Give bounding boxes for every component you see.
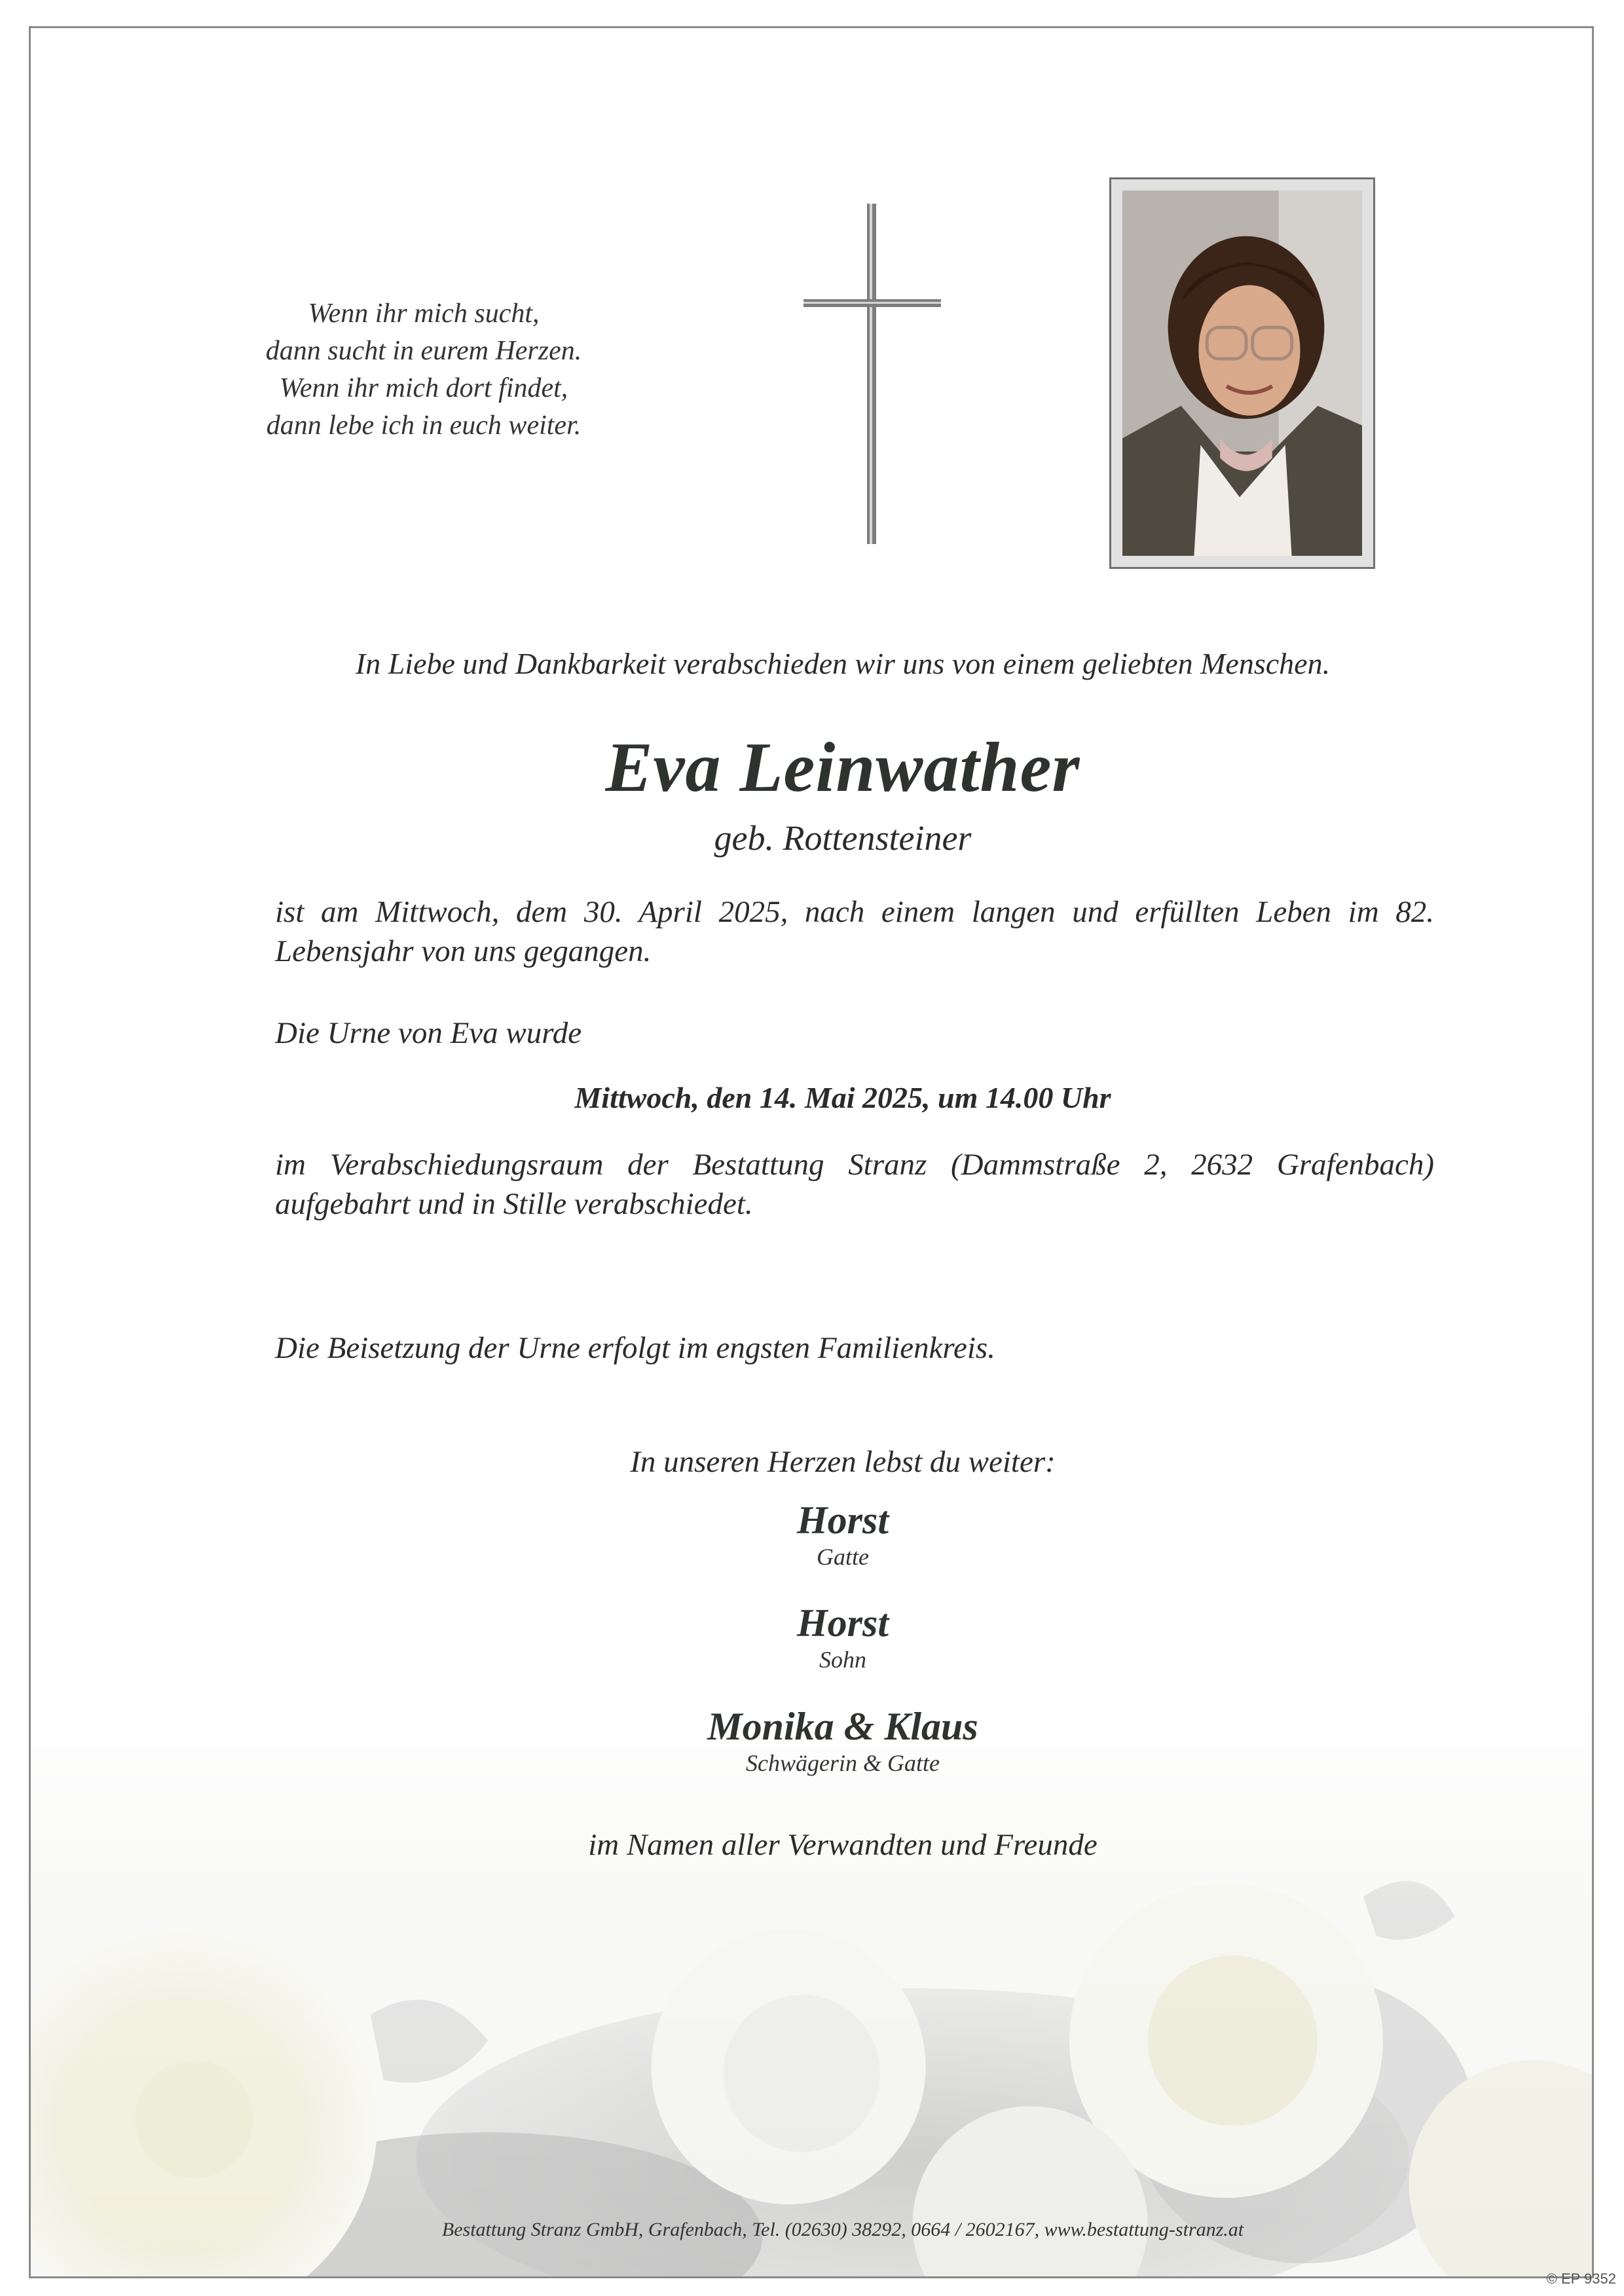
death-announcement: ist am Mittwoch, dem 30. April 2025, nach einem langen und erfüllten Leben im 82. Lebensjahr von uns gegangen. (275, 895, 1434, 968)
obituary-card (29, 26, 1594, 2278)
farewell-datetime: Mittwoch, den 14. Mai 2025, um 14.00 Uhr (574, 1081, 1111, 1114)
floral-background (31, 1700, 1592, 2276)
survivor-relation: Sohn (819, 1647, 866, 1673)
verse-line: Wenn ihr mich dort findet, (279, 373, 568, 403)
survivor-relation: Gatte (817, 1544, 869, 1570)
intro-line: In Liebe und Dankbarkeit verabschieden wir uns von einem geliebten Menschen. (355, 647, 1331, 680)
survivor-name: Horst (796, 1601, 889, 1645)
cross-icon (803, 204, 941, 544)
portrait-frame (1109, 177, 1375, 569)
survivor-entry (227, 1704, 1458, 1777)
burial-note: Die Beisetzung der Urne erfolgt im engsten Familienkreis. (275, 1331, 995, 1365)
closing-line: im Namen aller Verwandten und Freunde (588, 1828, 1098, 1862)
survivor-entry (227, 1498, 1458, 1571)
survivor-name: Monika & Klaus (707, 1705, 978, 1748)
survivor-relation: Schwägerin & Gatte (746, 1750, 940, 1776)
farewell-place: im Verabschiedungsraum der Bestattung Stranz (Dammstraße 2, 2632 Grafenbach) aufgebahrt und in Stille verabschiedet. (275, 1148, 1434, 1221)
survivor-entry (227, 1601, 1458, 1673)
survivors-intro: In unseren Herzen lebst du weiter: (630, 1445, 1056, 1479)
verse-line: Wenn ihr mich sucht, (308, 299, 540, 329)
maiden-name: geb. Rottensteiner (714, 818, 972, 858)
verse-line: dann lebe ich in euch weiter. (266, 410, 581, 441)
portrait-photo (1122, 191, 1362, 556)
urn-intro: Die Urne von Eva wurde (275, 1016, 582, 1050)
memorial-verse (227, 295, 620, 445)
reference-code: © EP 9352 (1546, 2270, 1616, 2287)
deceased-name: Eva Leinwather (605, 729, 1080, 807)
verse-line: dann sucht in eurem Herzen. (265, 336, 582, 366)
survivor-name: Horst (796, 1499, 889, 1542)
funeral-home-contact: Bestattung Stranz GmbH, Grafenbach, Tel. (02630) 38292, 0664 / 2602167, www.bestattung-stranz.at (441, 2219, 1244, 2240)
